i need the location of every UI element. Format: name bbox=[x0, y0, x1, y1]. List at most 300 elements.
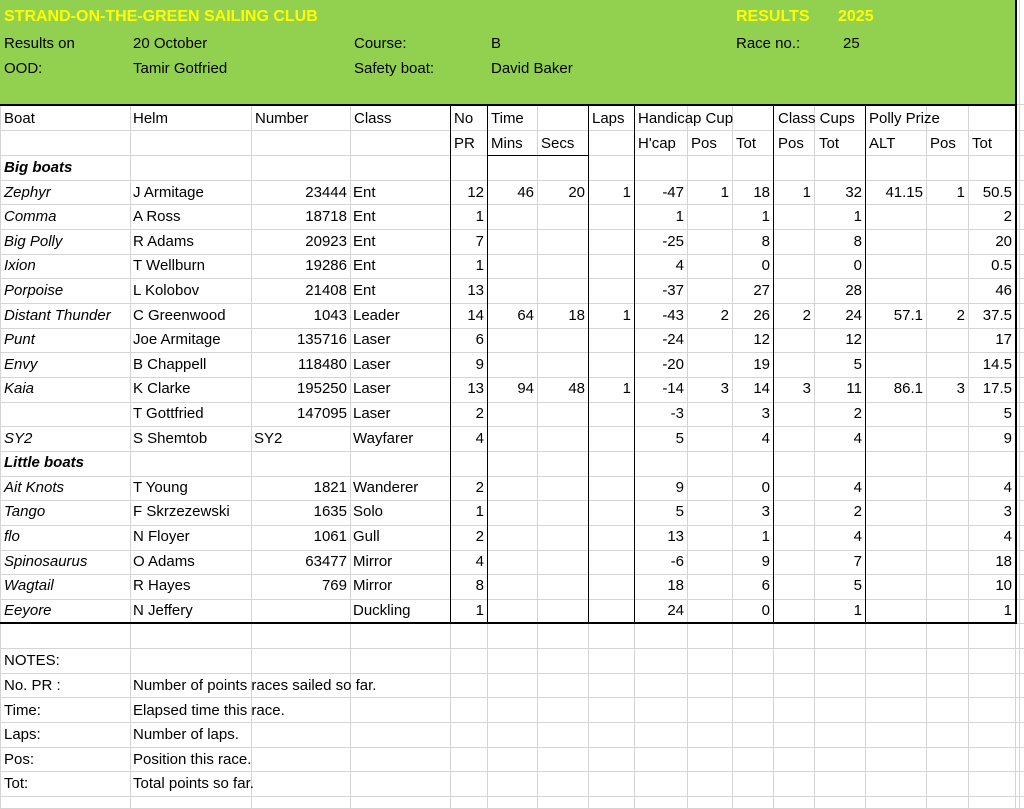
grid-col-line bbox=[350, 104, 351, 808]
cell-number: 147095 bbox=[296, 405, 347, 422]
cell-hcap: -37 bbox=[662, 282, 684, 299]
cell-time-secs bbox=[537, 500, 585, 524]
cell-alt: 41.15 bbox=[885, 184, 923, 201]
cell-laps bbox=[588, 550, 631, 574]
cell-polly-pos bbox=[926, 599, 965, 623]
cell-hcap: 9 bbox=[675, 479, 684, 496]
table-top-border bbox=[0, 104, 1015, 106]
table-section-border bbox=[450, 104, 451, 622]
cell-time-mins bbox=[487, 254, 534, 278]
cell-alt bbox=[865, 599, 923, 623]
grid-col-line bbox=[130, 104, 131, 808]
cell-time-mins: 64 bbox=[517, 307, 534, 324]
cell-polly-tot: 46 bbox=[995, 282, 1012, 299]
cell-polly-tot: 17 bbox=[995, 331, 1012, 348]
cell-no-pr: 4 bbox=[475, 553, 484, 570]
cell-time-secs bbox=[537, 230, 585, 254]
cell-number: 195250 bbox=[296, 380, 347, 397]
col-header-handicap-cup: Handicap Cup bbox=[638, 110, 734, 127]
cell-hcap-tot: 4 bbox=[761, 430, 770, 447]
col-header-class-cups: Class Cups bbox=[778, 110, 855, 127]
cell-class-tot: 5 bbox=[853, 577, 862, 594]
cell-helm: J Armitage bbox=[133, 184, 204, 201]
cell-laps bbox=[588, 254, 631, 278]
cell-class: Leader bbox=[353, 307, 400, 324]
cell-time-mins: 46 bbox=[517, 184, 534, 201]
cell-hcap-pos bbox=[687, 550, 729, 574]
cell-time-mins: 94 bbox=[517, 380, 534, 397]
cell-hcap-pos bbox=[687, 476, 729, 500]
cell-helm: T Wellburn bbox=[133, 257, 205, 274]
cell-laps bbox=[588, 205, 631, 229]
cell-class: Duckling bbox=[353, 602, 411, 619]
cell-class-tot: 2 bbox=[853, 503, 862, 520]
cell-laps bbox=[588, 353, 631, 377]
col-header-no: No bbox=[454, 110, 474, 127]
cell-class-pos bbox=[773, 279, 811, 303]
cell-class-tot: 4 bbox=[853, 430, 862, 447]
cell-class-tot: 4 bbox=[853, 479, 862, 496]
cell-class-tot: 1 bbox=[853, 602, 862, 619]
notes-title: NOTES: bbox=[4, 652, 60, 669]
race-no-value: 25 bbox=[843, 35, 860, 52]
cell-boat: Comma bbox=[4, 208, 57, 225]
cell-boat: Punt bbox=[4, 331, 35, 348]
col-header-class: Class bbox=[354, 110, 392, 127]
cell-class-pos bbox=[773, 599, 811, 623]
cell-hcap: 1 bbox=[675, 208, 684, 225]
cell-hcap-tot: 14 bbox=[753, 380, 770, 397]
cell-number: 19286 bbox=[305, 257, 347, 274]
cell-polly-tot: 37.5 bbox=[982, 307, 1012, 324]
col-header-polly-prize: Polly Prize bbox=[869, 110, 940, 127]
cell-class-tot: 1 bbox=[853, 208, 862, 225]
cell-class-pos bbox=[773, 525, 811, 549]
cell-boat: Tango bbox=[4, 503, 46, 520]
cell-number: 135716 bbox=[296, 331, 347, 348]
cell-helm: O Adams bbox=[133, 553, 195, 570]
cell-boat: Kaia bbox=[4, 380, 35, 397]
cell-time-secs bbox=[537, 402, 585, 426]
cell-helm: R Adams bbox=[133, 233, 194, 250]
grid-col-line bbox=[0, 104, 1, 808]
cell-hcap: 5 bbox=[675, 503, 684, 520]
results-on-value: 20 October bbox=[133, 35, 208, 52]
cell-polly-pos bbox=[926, 230, 965, 254]
cell-polly-pos: 3 bbox=[956, 380, 965, 397]
results-label: RESULTS bbox=[736, 8, 810, 25]
cell-alt bbox=[865, 427, 923, 451]
note-term: Laps: bbox=[4, 726, 41, 743]
cell-time-secs bbox=[537, 476, 585, 500]
cell-no-pr: 8 bbox=[475, 577, 484, 594]
cell-number: 118480 bbox=[298, 356, 347, 373]
cell-time-secs bbox=[537, 427, 585, 451]
cell-no-pr: 13 bbox=[467, 282, 484, 299]
cell-alt bbox=[865, 402, 923, 426]
cell-time-mins bbox=[487, 500, 534, 524]
cell-no-pr: 13 bbox=[467, 380, 484, 397]
cell-number: 20923 bbox=[305, 233, 347, 250]
table-section-border bbox=[773, 104, 774, 622]
cell-hcap-tot: 1 bbox=[761, 208, 770, 225]
cell-hcap-tot: 0 bbox=[761, 479, 770, 496]
cell-no-pr: 1 bbox=[475, 503, 484, 520]
cell-class-tot: 11 bbox=[846, 380, 862, 397]
cell-polly-pos: 2 bbox=[956, 307, 965, 324]
cell-number: SY2 bbox=[254, 430, 283, 447]
cell-boat: SY2 bbox=[4, 430, 33, 447]
cell-number: 1635 bbox=[313, 503, 347, 520]
cell-class: Ent bbox=[353, 184, 376, 201]
cell-class-tot: 5 bbox=[853, 356, 862, 373]
cell-no-pr: 4 bbox=[475, 430, 484, 447]
cell-time-secs bbox=[537, 254, 585, 278]
cell-time-mins bbox=[487, 230, 534, 254]
cell-class-pos bbox=[773, 476, 811, 500]
col-header-hcap: H'cap bbox=[638, 135, 676, 152]
cell-no-pr: 6 bbox=[475, 331, 484, 348]
cell-hcap-pos bbox=[687, 279, 729, 303]
col-header-polly-pos: Pos bbox=[930, 135, 956, 152]
cell-helm: N Jeffery bbox=[133, 602, 193, 619]
cell-hcap: 24 bbox=[667, 602, 684, 619]
cell-laps bbox=[588, 427, 631, 451]
group-heading: Little boats bbox=[4, 454, 85, 471]
cell-hcap: -24 bbox=[662, 331, 684, 348]
cell-laps: 1 bbox=[622, 380, 631, 397]
col-header-hcap-pos: Pos bbox=[691, 135, 717, 152]
cell-class-pos: 2 bbox=[802, 307, 811, 324]
cell-time-mins bbox=[487, 205, 534, 229]
cell-helm: S Shemtob bbox=[133, 430, 208, 447]
ood-label: OOD: bbox=[4, 60, 43, 77]
cell-time-secs bbox=[537, 279, 585, 303]
cell-time-secs: 18 bbox=[568, 307, 585, 324]
cell-hcap: -6 bbox=[670, 553, 684, 570]
cell-hcap: -14 bbox=[662, 380, 684, 397]
cell-alt bbox=[865, 353, 923, 377]
table-right-border bbox=[1015, 0, 1017, 624]
cell-time-secs bbox=[537, 525, 585, 549]
cell-number: 769 bbox=[321, 577, 347, 594]
cell-class-pos bbox=[773, 254, 811, 278]
cell-time-secs bbox=[537, 574, 585, 598]
col-header-helm: Helm bbox=[133, 110, 169, 127]
cell-hcap-tot: 1 bbox=[761, 528, 770, 545]
cell-alt bbox=[865, 279, 923, 303]
cell-time-secs bbox=[537, 328, 585, 352]
cell-polly-pos bbox=[926, 427, 965, 451]
note-term: Time: bbox=[4, 702, 41, 719]
grid-col-line bbox=[1019, 0, 1020, 808]
cell-hcap-pos bbox=[687, 402, 729, 426]
note-text: Number of points races sailed so far. bbox=[133, 677, 377, 694]
results-on-label: Results on bbox=[4, 35, 75, 52]
cell-hcap: 4 bbox=[675, 257, 684, 274]
cell-no-pr: 2 bbox=[475, 528, 484, 545]
cell-laps bbox=[588, 500, 631, 524]
cell-boat: Big Polly bbox=[4, 233, 63, 250]
cell-polly-tot: 10 bbox=[995, 577, 1012, 594]
cell-time-secs: 20 bbox=[568, 184, 585, 201]
cell-boat: Distant Thunder bbox=[4, 307, 111, 324]
table-section-border bbox=[588, 104, 589, 622]
cell-laps: 1 bbox=[622, 307, 631, 324]
cell-number: 21408 bbox=[305, 282, 347, 299]
cell-hcap: -3 bbox=[670, 405, 684, 422]
col-header-secs: Secs bbox=[541, 135, 575, 152]
col-header-alt: ALT bbox=[869, 135, 896, 152]
cell-alt: 57.1 bbox=[893, 307, 923, 324]
col-header-hcap-tot: Tot bbox=[736, 135, 757, 152]
note-text: Position this race. bbox=[133, 751, 252, 768]
cell-helm: F Skrzezewski bbox=[133, 503, 230, 520]
cell-number: 1043 bbox=[313, 307, 347, 324]
cell-helm: T Gottfried bbox=[133, 405, 204, 422]
cell-polly-pos bbox=[926, 328, 965, 352]
cell-polly-tot: 14.5 bbox=[982, 356, 1012, 373]
race-no-label: Race no.: bbox=[736, 35, 801, 52]
cell-polly-tot: 0.5 bbox=[991, 257, 1012, 274]
cell-class-tot: 24 bbox=[845, 307, 862, 324]
cell-class-pos bbox=[773, 427, 811, 451]
safety-boat-value: David Baker bbox=[491, 60, 573, 77]
cell-number bbox=[251, 599, 347, 623]
cell-polly-tot: 4 bbox=[1003, 528, 1012, 545]
cell-hcap: -20 bbox=[662, 356, 684, 373]
cell-helm: L Kolobov bbox=[133, 282, 200, 299]
cell-polly-tot: 1 bbox=[1003, 602, 1012, 619]
cell-hcap-tot: 26 bbox=[753, 307, 770, 324]
cell-time-mins bbox=[487, 427, 534, 451]
cell-hcap-tot: 3 bbox=[761, 405, 770, 422]
cell-hcap-tot: 6 bbox=[761, 577, 770, 594]
cell-hcap-pos bbox=[687, 599, 729, 623]
cell-class: Ent bbox=[353, 257, 376, 274]
cell-hcap-pos: 1 bbox=[720, 184, 729, 201]
col-header-class-pos: Pos bbox=[778, 135, 804, 152]
cell-class: Wayfarer bbox=[353, 430, 414, 447]
cell-polly-pos: 1 bbox=[956, 184, 965, 201]
results-year: 2025 bbox=[838, 8, 874, 25]
cell-helm: R Hayes bbox=[133, 577, 191, 594]
cell-hcap-tot: 27 bbox=[753, 282, 770, 299]
grid-row-line bbox=[0, 796, 1024, 797]
cell-class: Laser bbox=[353, 380, 391, 397]
note-term: Tot: bbox=[4, 775, 29, 792]
col-header-mins: Mins bbox=[491, 135, 523, 152]
col-header-number: Number bbox=[255, 110, 309, 127]
group-heading: Big boats bbox=[4, 159, 73, 176]
cell-class-pos bbox=[773, 328, 811, 352]
cell-class-tot: 28 bbox=[845, 282, 862, 299]
cell-no-pr: 1 bbox=[475, 257, 484, 274]
cell-polly-pos bbox=[926, 279, 965, 303]
cell-helm: K Clarke bbox=[133, 380, 191, 397]
note-term: Pos: bbox=[4, 751, 35, 768]
cell-class: Gull bbox=[353, 528, 380, 545]
cell-polly-pos bbox=[926, 353, 965, 377]
cell-boat: Zephyr bbox=[4, 184, 51, 201]
cell-number: 1061 bbox=[313, 528, 347, 545]
cell-hcap-tot: 18 bbox=[753, 184, 770, 201]
cell-hcap-pos bbox=[687, 353, 729, 377]
cell-alt bbox=[865, 205, 923, 229]
cell-class-tot: 32 bbox=[845, 184, 862, 201]
cell-class-pos bbox=[773, 353, 811, 377]
cell-polly-tot: 50.5 bbox=[982, 184, 1012, 201]
cell-time-mins bbox=[487, 279, 534, 303]
cell-class-pos bbox=[773, 230, 811, 254]
cell-helm: C Greenwood bbox=[133, 307, 226, 324]
cell-no-pr: 1 bbox=[475, 602, 484, 619]
cell-time-mins bbox=[487, 328, 534, 352]
cell-time-mins bbox=[487, 353, 534, 377]
safety-boat-label: Safety boat: bbox=[354, 60, 435, 77]
cell-class-pos: 3 bbox=[802, 380, 811, 397]
cell-polly-pos bbox=[926, 205, 965, 229]
note-term: No. PR : bbox=[4, 677, 61, 694]
cell-class-pos bbox=[773, 550, 811, 574]
cell-alt bbox=[865, 550, 923, 574]
cell-boat: Spinosaurus bbox=[4, 553, 88, 570]
cell-polly-pos bbox=[926, 525, 965, 549]
cell-laps bbox=[588, 525, 631, 549]
cell-laps bbox=[588, 599, 631, 623]
cell-time-mins bbox=[487, 402, 534, 426]
cell-laps bbox=[588, 476, 631, 500]
cell-class: Solo bbox=[353, 503, 384, 520]
cell-polly-tot: 3 bbox=[1003, 503, 1012, 520]
cell-time-secs bbox=[537, 353, 585, 377]
course-label: Course: bbox=[354, 35, 407, 52]
table-section-border bbox=[487, 104, 488, 622]
cell-hcap-pos bbox=[687, 574, 729, 598]
cell-hcap-pos bbox=[687, 500, 729, 524]
cell-helm: A Ross bbox=[133, 208, 181, 225]
cell-boat: Eeyore bbox=[4, 602, 52, 619]
cell-polly-pos bbox=[926, 402, 965, 426]
cell-laps bbox=[588, 279, 631, 303]
cell-alt: 86.1 bbox=[893, 380, 923, 397]
cell-hcap-pos bbox=[687, 525, 729, 549]
cell-no-pr: 9 bbox=[475, 356, 484, 373]
cell-hcap-pos bbox=[687, 427, 729, 451]
cell-alt bbox=[865, 476, 923, 500]
col-header-class-tot: Tot bbox=[819, 135, 840, 152]
time-subheader-line bbox=[487, 155, 588, 156]
table-section-border bbox=[865, 104, 866, 622]
cell-alt bbox=[865, 574, 923, 598]
cell-hcap-pos: 2 bbox=[720, 307, 729, 324]
cell-laps: 1 bbox=[622, 184, 631, 201]
cell-class: Laser bbox=[353, 356, 391, 373]
cell-boat: Envy bbox=[4, 356, 38, 373]
cell-helm: T Young bbox=[133, 479, 188, 496]
cell-alt bbox=[865, 254, 923, 278]
cell-class: Laser bbox=[353, 331, 391, 348]
cell-alt bbox=[865, 525, 923, 549]
cell-hcap: 18 bbox=[667, 577, 684, 594]
cell-boat: Wagtail bbox=[4, 577, 54, 594]
cell-number: 1821 bbox=[313, 479, 347, 496]
cell-hcap-tot: 0 bbox=[761, 257, 770, 274]
cell-class-tot: 2 bbox=[853, 405, 862, 422]
cell-time-secs bbox=[537, 205, 585, 229]
cell-hcap-pos bbox=[687, 254, 729, 278]
cell-class-pos bbox=[773, 205, 811, 229]
cell-alt bbox=[865, 328, 923, 352]
cell-class: Ent bbox=[353, 282, 376, 299]
cell-polly-pos bbox=[926, 500, 965, 524]
grid-row-line bbox=[0, 451, 1024, 452]
cell-polly-tot: 4 bbox=[1003, 479, 1012, 496]
cell-number: 63477 bbox=[305, 553, 347, 570]
cell-time-secs: 48 bbox=[568, 380, 585, 397]
col-header-laps: Laps bbox=[592, 110, 625, 127]
cell-hcap: -25 bbox=[662, 233, 684, 250]
cell-class: Ent bbox=[353, 233, 376, 250]
grid-row-line bbox=[0, 648, 1024, 649]
cell-time-mins bbox=[487, 550, 534, 574]
cell-number: 23444 bbox=[305, 184, 347, 201]
col-header-polly-tot: Tot bbox=[972, 135, 993, 152]
cell-alt bbox=[865, 500, 923, 524]
cell-no-pr: 2 bbox=[475, 405, 484, 422]
cell-polly-pos bbox=[926, 574, 965, 598]
cell-laps bbox=[588, 402, 631, 426]
cell-class-tot: 12 bbox=[845, 331, 862, 348]
cell-class: Wanderer bbox=[353, 479, 419, 496]
table-section-border bbox=[634, 104, 635, 622]
cell-class: Mirror bbox=[353, 553, 393, 570]
cell-class-tot: 8 bbox=[853, 233, 862, 250]
cell-class-pos bbox=[773, 574, 811, 598]
cell-polly-pos bbox=[926, 550, 965, 574]
note-text: Number of laps. bbox=[133, 726, 239, 743]
cell-polly-tot: 17.5 bbox=[982, 380, 1012, 397]
cell-hcap-pos bbox=[687, 205, 729, 229]
cell-hcap: 13 bbox=[667, 528, 684, 545]
cell-class-pos: 1 bbox=[802, 184, 811, 201]
cell-hcap-tot: 0 bbox=[761, 602, 770, 619]
club-title: STRAND-ON-THE-GREEN SAILING CLUB bbox=[4, 8, 318, 25]
cell-time-mins bbox=[487, 574, 534, 598]
cell-boat: Ixion bbox=[4, 257, 36, 274]
cell-hcap-pos: 3 bbox=[720, 380, 729, 397]
cell-time-mins bbox=[487, 599, 534, 623]
cell-polly-tot: 5 bbox=[1003, 405, 1012, 422]
cell-no-pr: 12 bbox=[467, 184, 484, 201]
cell-polly-tot: 20 bbox=[995, 233, 1012, 250]
col-header-time: Time bbox=[491, 110, 524, 127]
cell-time-secs bbox=[537, 550, 585, 574]
ood-value: Tamir Gotfried bbox=[133, 60, 228, 77]
cell-hcap-tot: 3 bbox=[761, 503, 770, 520]
cell-polly-pos bbox=[926, 476, 965, 500]
cell-class-tot: 0 bbox=[853, 257, 862, 274]
cell-hcap-tot: 19 bbox=[753, 356, 770, 373]
cell-hcap: -43 bbox=[662, 307, 684, 324]
cell-class-tot: 7 bbox=[853, 553, 862, 570]
cell-hcap-pos bbox=[687, 328, 729, 352]
cell-time-mins bbox=[487, 476, 534, 500]
cell-hcap: -47 bbox=[662, 184, 684, 201]
cell-no-pr: 2 bbox=[475, 479, 484, 496]
col-header-boat: Boat bbox=[4, 110, 35, 127]
note-text: Elapsed time this race. bbox=[133, 702, 285, 719]
